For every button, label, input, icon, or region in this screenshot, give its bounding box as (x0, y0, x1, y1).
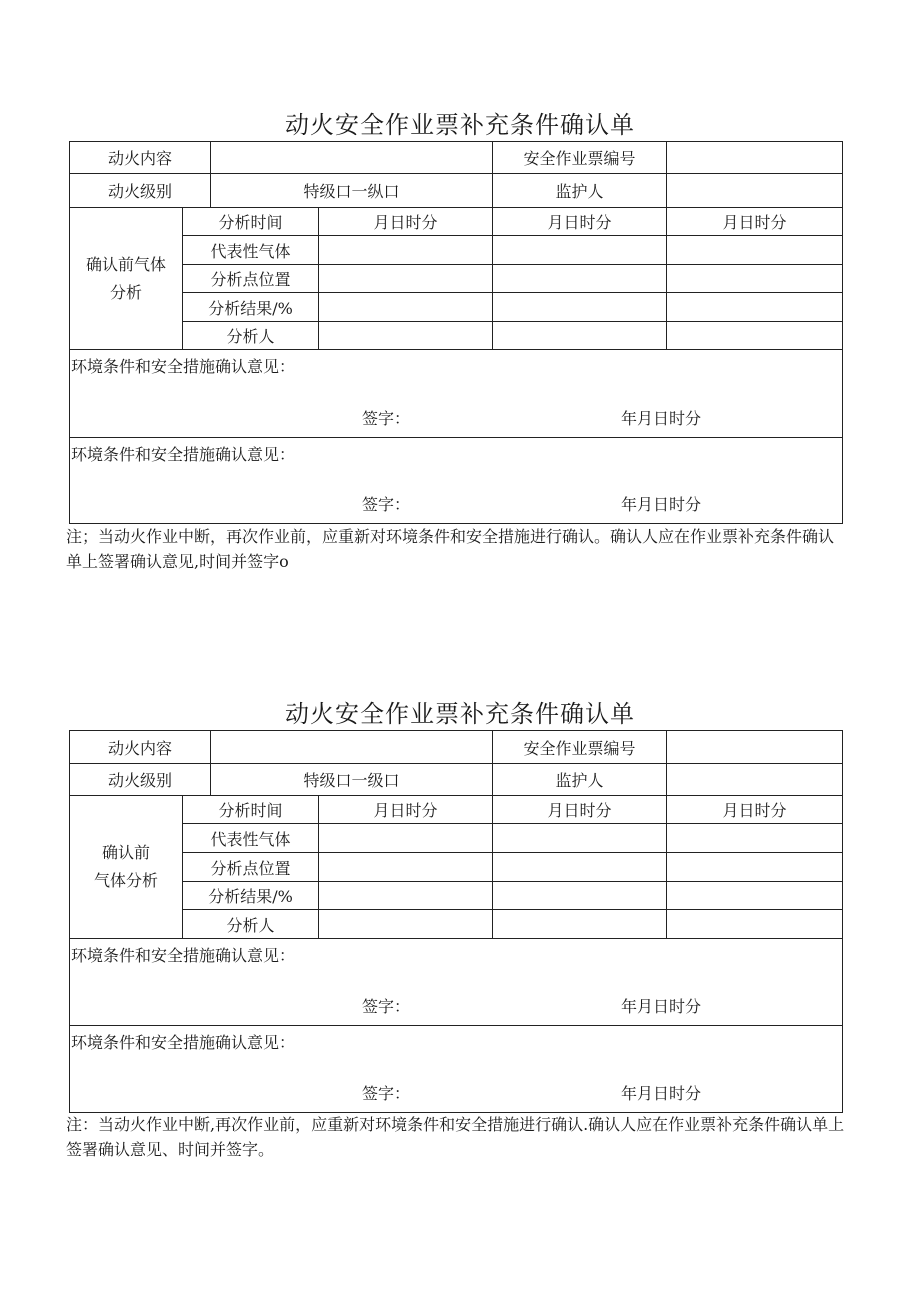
ticket-number-label: 安全作业票编号 (493, 142, 667, 174)
gas-cell[interactable] (493, 265, 667, 293)
guardian-value[interactable] (667, 764, 843, 796)
gas-cell[interactable] (667, 236, 843, 265)
work-content-label: 动火内容 (70, 142, 211, 174)
work-content-value[interactable] (211, 142, 493, 174)
signature-label: 签字： (362, 495, 411, 514)
gas-cell[interactable] (667, 853, 843, 882)
opinion-label: 环境条件和安全措施确认意见： (71, 357, 296, 376)
ticket-number-value[interactable] (667, 142, 843, 174)
work-level-value[interactable]: 特级口一纵口 (211, 174, 493, 208)
gas-analysis-section-label: 确认前 气体分析 (70, 796, 183, 939)
analysis-time-3[interactable]: 月日时分 (667, 208, 843, 236)
gas-cell[interactable] (667, 265, 843, 293)
confirmation-opinion-2[interactable] (70, 1026, 843, 1113)
gas-cell[interactable] (319, 853, 493, 882)
gas-cell[interactable] (319, 236, 493, 265)
signature-time: 年月日时分 (621, 997, 702, 1016)
gas-cell[interactable] (493, 236, 667, 265)
gas-cell[interactable] (319, 293, 493, 322)
form-table (69, 141, 843, 524)
guardian-value[interactable] (667, 174, 843, 208)
work-level-value[interactable]: 特级口一级口 (211, 764, 493, 796)
signature-label: 签字： (362, 409, 411, 428)
opinion-label: 环境条件和安全措施确认意见： (71, 946, 296, 965)
ticket-number-value[interactable] (667, 731, 843, 764)
analysis-result-label: 分析结果/% (183, 882, 319, 910)
form-footnote: 注：当动火作业中断,再次作业前，应重新对环境条件和安全措施进行确认.确认人应在作业票补充条件确认单上签署确认意见、时间并签字。 (66, 1115, 845, 1159)
analysis-time-3[interactable]: 月日时分 (667, 796, 843, 824)
analysis-time-1[interactable]: 月日时分 (319, 208, 493, 236)
analysis-result-label: 分析结果/% (183, 293, 319, 322)
gas-cell[interactable] (319, 265, 493, 293)
representative-gas-label: 代表性气体 (183, 824, 319, 853)
representative-gas-label: 代表性气体 (183, 236, 319, 265)
analyst-label: 分析人 (183, 910, 319, 939)
gas-cell[interactable] (319, 882, 493, 910)
gas-cell[interactable] (493, 853, 667, 882)
guardian-label: 监护人 (493, 764, 667, 796)
opinion-label: 环境条件和安全措施确认意见： (71, 445, 296, 464)
analyst-label: 分析人 (183, 322, 319, 350)
gas-analysis-section-label: 确认前气体 分析 (70, 208, 183, 350)
gas-cell[interactable] (319, 910, 493, 939)
work-content-label: 动火内容 (70, 731, 211, 764)
guardian-label: 监护人 (493, 174, 667, 208)
signature-time: 年月日时分 (621, 495, 702, 514)
analysis-time-1[interactable]: 月日时分 (319, 796, 493, 824)
gas-cell[interactable] (493, 910, 667, 939)
signature-label: 签字： (362, 1084, 411, 1103)
analysis-time-2[interactable]: 月日时分 (493, 208, 667, 236)
signature-time: 年月日时分 (621, 409, 702, 428)
analysis-time-label: 分析时间 (183, 796, 319, 824)
work-level-label: 动火级别 (70, 764, 211, 796)
form-footnote: 注；当动火作业中断，再次作业前，应重新对环境条件和安全措施进行确认。确认人应在作业票补充条件确认单上签署确认意见,时间并签字o (66, 527, 835, 571)
confirmation-opinion-2[interactable] (70, 438, 843, 524)
form-title: 动火安全作业票补充条件确认单 (285, 111, 635, 139)
signature-time: 年月日时分 (621, 1084, 702, 1103)
gas-cell[interactable] (319, 322, 493, 350)
gas-cell[interactable] (493, 882, 667, 910)
analysis-time-2[interactable]: 月日时分 (493, 796, 667, 824)
confirmation-opinion-1[interactable] (70, 350, 843, 438)
analysis-point-label: 分析点位置 (183, 265, 319, 293)
gas-cell[interactable] (667, 322, 843, 350)
form-title: 动火安全作业票补充条件确认单 (285, 700, 635, 728)
form-table (69, 730, 843, 1113)
gas-cell[interactable] (667, 910, 843, 939)
gas-cell[interactable] (667, 882, 843, 910)
ticket-number-label: 安全作业票编号 (493, 731, 667, 764)
gas-cell[interactable] (493, 322, 667, 350)
work-level-label: 动火级别 (70, 174, 211, 208)
analysis-time-label: 分析时间 (183, 208, 319, 236)
opinion-label: 环境条件和安全措施确认意见： (71, 1033, 296, 1052)
analysis-point-label: 分析点位置 (183, 853, 319, 882)
signature-label: 签字： (362, 997, 411, 1016)
confirmation-opinion-1[interactable] (70, 939, 843, 1026)
gas-cell[interactable] (667, 293, 843, 322)
gas-cell[interactable] (493, 293, 667, 322)
gas-cell[interactable] (319, 824, 493, 853)
gas-cell[interactable] (493, 824, 667, 853)
work-content-value[interactable] (211, 731, 493, 764)
gas-cell[interactable] (667, 824, 843, 853)
